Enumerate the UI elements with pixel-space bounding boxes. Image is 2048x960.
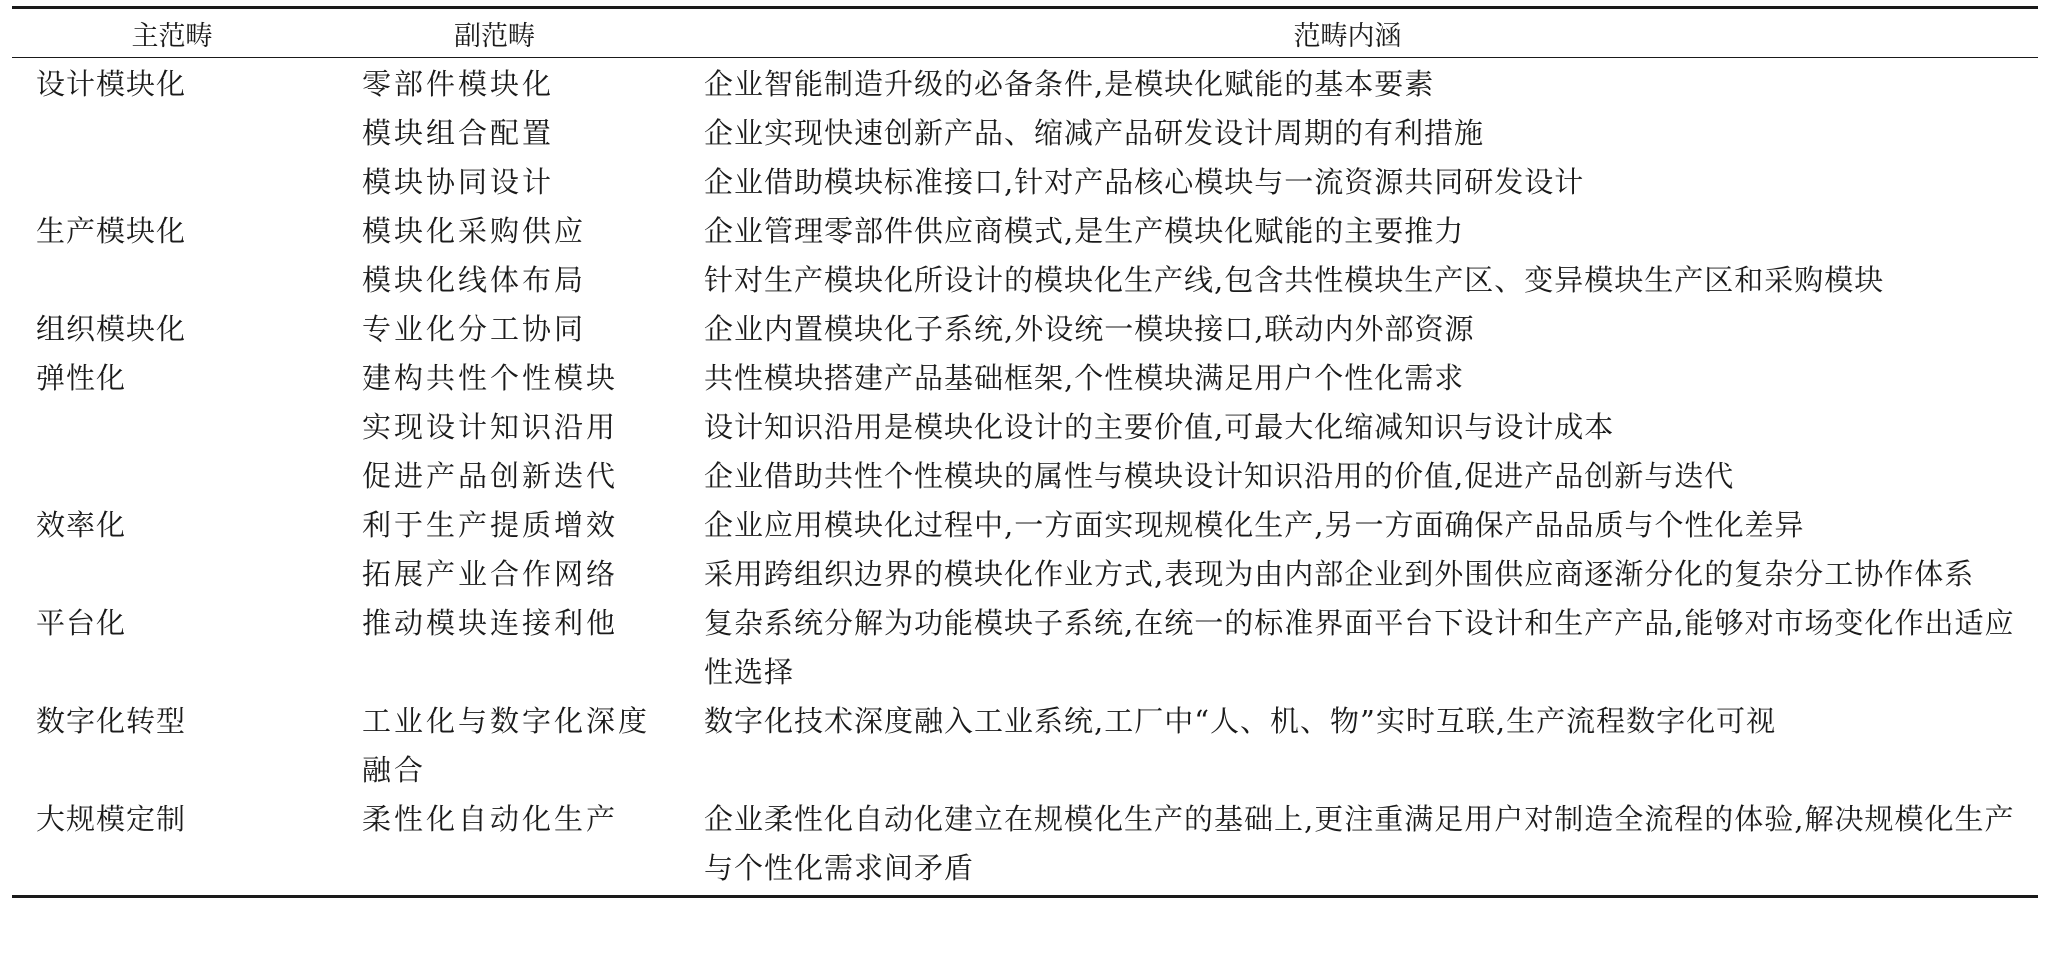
table-row xyxy=(12,207,2038,256)
sub-category-text: 利于生产提质增效 xyxy=(362,508,619,542)
connotation-cell xyxy=(657,109,2038,158)
connotation-text: 企业应用模块化过程中,一方面实现规模化生产,另一方面确保产品品质与个性化差异 xyxy=(704,508,1805,542)
connotation-cell xyxy=(657,795,2038,897)
connotation-text: 企业智能制造升级的必备条件,是模块化赋能的基本要素 xyxy=(704,67,1435,101)
sub-category-text: 柔性化自动化生产 xyxy=(362,802,619,836)
sub-category-cell xyxy=(332,207,657,256)
sub-category-cell xyxy=(332,256,657,305)
connotation-text: 企业管理零部件供应商模式,是生产模块化赋能的主要推力 xyxy=(704,214,1465,248)
sub-category-cell xyxy=(332,354,657,403)
table-row xyxy=(12,354,2038,403)
connotation-cell xyxy=(657,501,2038,550)
sub-category-cell xyxy=(332,599,657,697)
sub-category-text: 拓展产业合作网络 xyxy=(362,557,619,591)
table-row xyxy=(12,256,2038,305)
table-row xyxy=(12,403,2038,452)
connotation-cell xyxy=(657,403,2038,452)
main-category-cell: 弹性化 xyxy=(36,361,127,395)
connotation-text: 企业借助模块标准接口,针对产品核心模块与一流资源共同研发设计 xyxy=(704,165,1585,199)
sub-category-text: 促进产品创新迭代 xyxy=(362,459,619,493)
table-row xyxy=(12,795,2038,897)
sub-category-text: 建构共性个性模块 xyxy=(362,361,619,395)
main-category-cell: 平台化 xyxy=(36,606,127,640)
main-category-cell: 大规模定制 xyxy=(36,802,187,836)
main-category-cell xyxy=(12,256,332,305)
main-category-cell xyxy=(12,550,332,599)
connotation-text: 共性模块搭建产品基础框架,个性模块满足用户个性化需求 xyxy=(704,361,1465,395)
sub-category-text: 推动模块连接利他 xyxy=(362,606,619,640)
table-row xyxy=(12,452,2038,501)
connotation-cell xyxy=(657,207,2038,256)
table-row xyxy=(12,501,2038,550)
connotation-cell xyxy=(657,452,2038,501)
connotation-text: 针对生产模块化所设计的模块化生产线,包含共性模块生产区、变异模块生产区和采购模块 xyxy=(704,263,1885,297)
sub-category-text: 模块化采购供应 xyxy=(362,214,587,248)
sub-category-text: 专业化分工协同 xyxy=(362,312,587,346)
connotation-cell xyxy=(657,158,2038,207)
connotation-text: 设计知识沿用是模块化设计的主要价值,可最大化缩减知识与设计成本 xyxy=(704,410,1615,444)
sub-category-text: 零部件模块化 xyxy=(362,67,555,101)
main-category-cell xyxy=(12,403,332,452)
sub-category-cell xyxy=(332,58,657,110)
sub-category-cell xyxy=(332,550,657,599)
main-category-cell xyxy=(12,452,332,501)
connotation-cell xyxy=(657,697,2038,795)
connotation-cell xyxy=(657,256,2038,305)
header-main-category: 主范畴 xyxy=(131,20,213,52)
table-row xyxy=(12,550,2038,599)
sub-category-cell xyxy=(332,452,657,501)
sub-category-cell xyxy=(332,109,657,158)
main-category-cell xyxy=(12,109,332,158)
table-header xyxy=(12,8,2038,58)
sub-category-cell xyxy=(332,403,657,452)
sub-category-text: 工业化与数字化深度融合 xyxy=(362,704,651,787)
table-row xyxy=(12,305,2038,354)
main-category-cell: 效率化 xyxy=(36,508,127,542)
header-row xyxy=(12,8,2038,58)
main-category-cell: 生产模块化 xyxy=(36,214,187,248)
sub-category-cell xyxy=(332,305,657,354)
header-category-connotation: 范畴内涵 xyxy=(1293,20,1402,52)
sub-category-text: 模块化线体布局 xyxy=(362,263,587,297)
connotation-text: 复杂系统分解为功能模块子系统,在统一的标准界面平台下设计和生产产品,能够对市场变化作出适应性选择 xyxy=(704,606,2015,689)
connotation-cell xyxy=(657,305,2038,354)
sub-category-cell xyxy=(332,501,657,550)
connotation-text: 企业柔性化自动化建立在规模化生产的基础上,更注重满足用户对制造全流程的体验,解决规模化生产与个性化需求间矛盾 xyxy=(704,802,2015,885)
connotation-text: 企业借助共性个性模块的属性与模块设计知识沿用的价值,促进产品创新与迭代 xyxy=(704,459,1735,493)
table-row xyxy=(12,158,2038,207)
table-row xyxy=(12,58,2038,110)
sub-category-cell xyxy=(332,795,657,897)
table-body xyxy=(12,58,2038,897)
table-row xyxy=(12,109,2038,158)
category-table xyxy=(12,6,2038,898)
main-category-cell: 组织模块化 xyxy=(36,312,187,346)
header-sub-category: 副范畴 xyxy=(454,20,535,52)
connotation-cell xyxy=(657,599,2038,697)
sub-category-text: 模块协同设计 xyxy=(362,165,555,199)
table-row xyxy=(12,697,2038,795)
connotation-cell xyxy=(657,58,2038,110)
connotation-text: 企业内置模块化子系统,外设统一模块接口,联动内外部资源 xyxy=(704,312,1475,346)
connotation-text: 数字化技术深度融入工业系统,工厂中“人、机、物”实时互联,生产流程数字化可视 xyxy=(704,704,1777,738)
main-category-cell xyxy=(12,158,332,207)
connotation-cell xyxy=(657,354,2038,403)
category-table-container xyxy=(12,6,2038,898)
connotation-cell xyxy=(657,550,2038,599)
main-category-cell: 设计模块化 xyxy=(36,67,187,101)
connotation-text: 采用跨组织边界的模块化作业方式,表现为由内部企业到外围供应商逐渐分化的复杂分工协作体系 xyxy=(704,557,1975,591)
sub-category-cell xyxy=(332,158,657,207)
table-row xyxy=(12,599,2038,697)
sub-category-text: 实现设计知识沿用 xyxy=(362,410,619,444)
sub-category-text: 模块组合配置 xyxy=(362,116,555,150)
connotation-text: 企业实现快速创新产品、缩减产品研发设计周期的有利措施 xyxy=(704,116,1485,150)
sub-category-cell xyxy=(332,697,657,795)
main-category-cell: 数字化转型 xyxy=(36,704,187,738)
